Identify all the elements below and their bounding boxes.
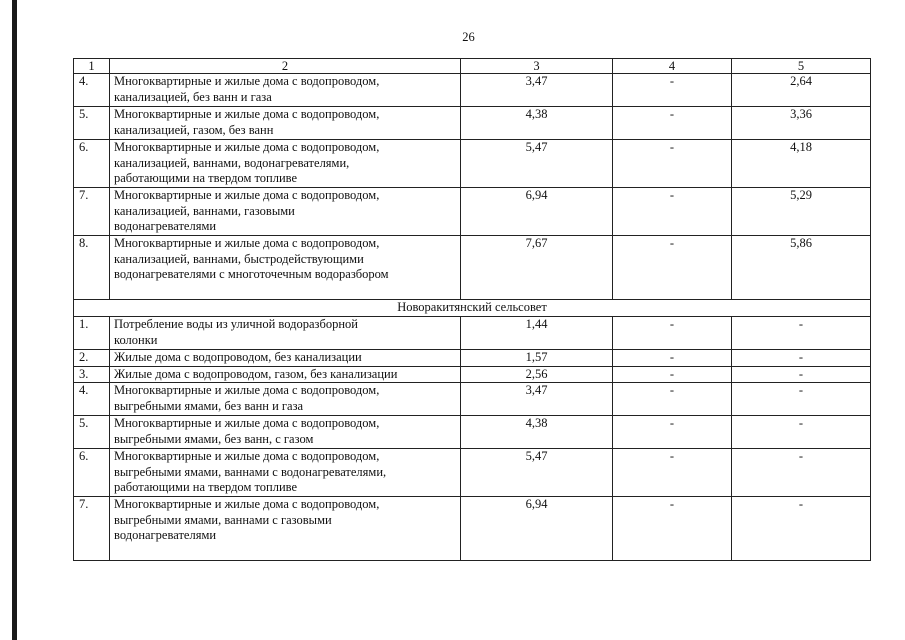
- table-cell: 4,38: [461, 416, 613, 449]
- table-row: [74, 366, 871, 383]
- table-cell: 1,57: [461, 350, 613, 367]
- table-cell: 2,64: [732, 74, 871, 107]
- table-cell: -: [613, 497, 732, 561]
- table-cell: 3,47: [461, 383, 613, 416]
- table-row: [74, 350, 871, 367]
- table-cell: Многоквартирные и жилые дома с водопроводом, канализацией, ваннами, водонагревателями, работающими на твердом топливе: [110, 140, 461, 188]
- table-cell: -: [613, 74, 732, 107]
- table-cell: -: [613, 107, 732, 140]
- table-cell: 7,67: [461, 236, 613, 300]
- table-cell: -: [732, 366, 871, 383]
- table-cell: 5.: [74, 416, 110, 449]
- table-cell: Многоквартирные и жилые дома с водопроводом, выгребными ямами, без ванн и газа: [110, 383, 461, 416]
- table-cell: -: [613, 188, 732, 236]
- table-row: [74, 74, 871, 107]
- table-cell: 3.: [74, 366, 110, 383]
- table-cell: 4.: [74, 383, 110, 416]
- table-cell: 3,36: [732, 107, 871, 140]
- table-cell: -: [732, 350, 871, 367]
- table-cell: 2,56: [461, 366, 613, 383]
- table-cell: 5,47: [461, 140, 613, 188]
- table-cell: Потребление воды из уличной водоразборной колонки: [110, 317, 461, 350]
- table-cell: Многоквартирные и жилые дома с водопроводом, канализацией, ваннами, газовыми водонагревателями: [110, 188, 461, 236]
- table-cell: Многоквартирные и жилые дома с водопроводом, выгребными ямами, ваннами с водонагревателями, работающими на твердом топливе: [110, 449, 461, 497]
- table-cell: Многоквартирные и жилые дома с водопроводом, выгребными ямами, ваннами с газовыми водонагревателями: [110, 497, 461, 561]
- page-number: 26: [462, 30, 475, 44]
- table-cell: 3,47: [461, 74, 613, 107]
- table-cell: 5,29: [732, 188, 871, 236]
- table-cell: -: [613, 350, 732, 367]
- table-cell: Многоквартирные и жилые дома с водопроводом, канализацией, без ванн и газа: [110, 74, 461, 107]
- table-row: [74, 140, 871, 188]
- table-cell: -: [732, 497, 871, 561]
- table-row: [74, 188, 871, 236]
- header-cell: 5: [732, 59, 871, 74]
- table-cell: 5,47: [461, 449, 613, 497]
- table-cell: 6,94: [461, 497, 613, 561]
- table-cell: Многоквартирные и жилые дома с водопроводом, канализацией, ваннами, быстродействующими водонагревателями с многоточечным водоразбором: [110, 236, 461, 300]
- table-row: [74, 449, 871, 497]
- header-cell: 4: [613, 59, 732, 74]
- table-row: [74, 416, 871, 449]
- table-cell: -: [613, 366, 732, 383]
- table-cell: 5.: [74, 107, 110, 140]
- table-cell: 6.: [74, 449, 110, 497]
- table-cell: -: [613, 449, 732, 497]
- table-cell: -: [732, 383, 871, 416]
- table-cell: 2.: [74, 350, 110, 367]
- table-cell: 5,86: [732, 236, 871, 300]
- section-title: Новоракитянский сельсовет: [74, 300, 871, 317]
- tariff-table: [73, 58, 871, 561]
- table-cell: 4.: [74, 74, 110, 107]
- table-row: [74, 236, 871, 300]
- table-cell: 1.: [74, 317, 110, 350]
- table-cell: -: [732, 416, 871, 449]
- table-cell: 4,18: [732, 140, 871, 188]
- table-header-row: [74, 59, 871, 74]
- table-cell: Жилые дома с водопроводом, газом, без канализации: [110, 366, 461, 383]
- table-cell: -: [732, 317, 871, 350]
- table-cell: -: [613, 383, 732, 416]
- table-row: [74, 383, 871, 416]
- table-cell: Многоквартирные и жилые дома с водопроводом, выгребными ямами, без ванн, с газом: [110, 416, 461, 449]
- table-row: [74, 497, 871, 561]
- header-cell: 2: [110, 59, 461, 74]
- table-cell: 8.: [74, 236, 110, 300]
- table-row: [74, 317, 871, 350]
- table-cell: 7.: [74, 188, 110, 236]
- table-cell: 1,44: [461, 317, 613, 350]
- table-cell: -: [613, 416, 732, 449]
- table-cell: 6.: [74, 140, 110, 188]
- table-cell: Многоквартирные и жилые дома с водопроводом, канализацией, газом, без ванн: [110, 107, 461, 140]
- table-cell: -: [613, 317, 732, 350]
- table-cell: -: [613, 140, 732, 188]
- table-row: [74, 107, 871, 140]
- header-cell: 1: [74, 59, 110, 74]
- scan-edge-bar: [12, 0, 17, 640]
- table-cell: Жилые дома с водопроводом, без канализации: [110, 350, 461, 367]
- section-row: [74, 300, 871, 317]
- table-cell: -: [613, 236, 732, 300]
- header-cell: 3: [461, 59, 613, 74]
- table-cell: -: [732, 449, 871, 497]
- table-cell: 7.: [74, 497, 110, 561]
- table-cell: 6,94: [461, 188, 613, 236]
- table-cell: 4,38: [461, 107, 613, 140]
